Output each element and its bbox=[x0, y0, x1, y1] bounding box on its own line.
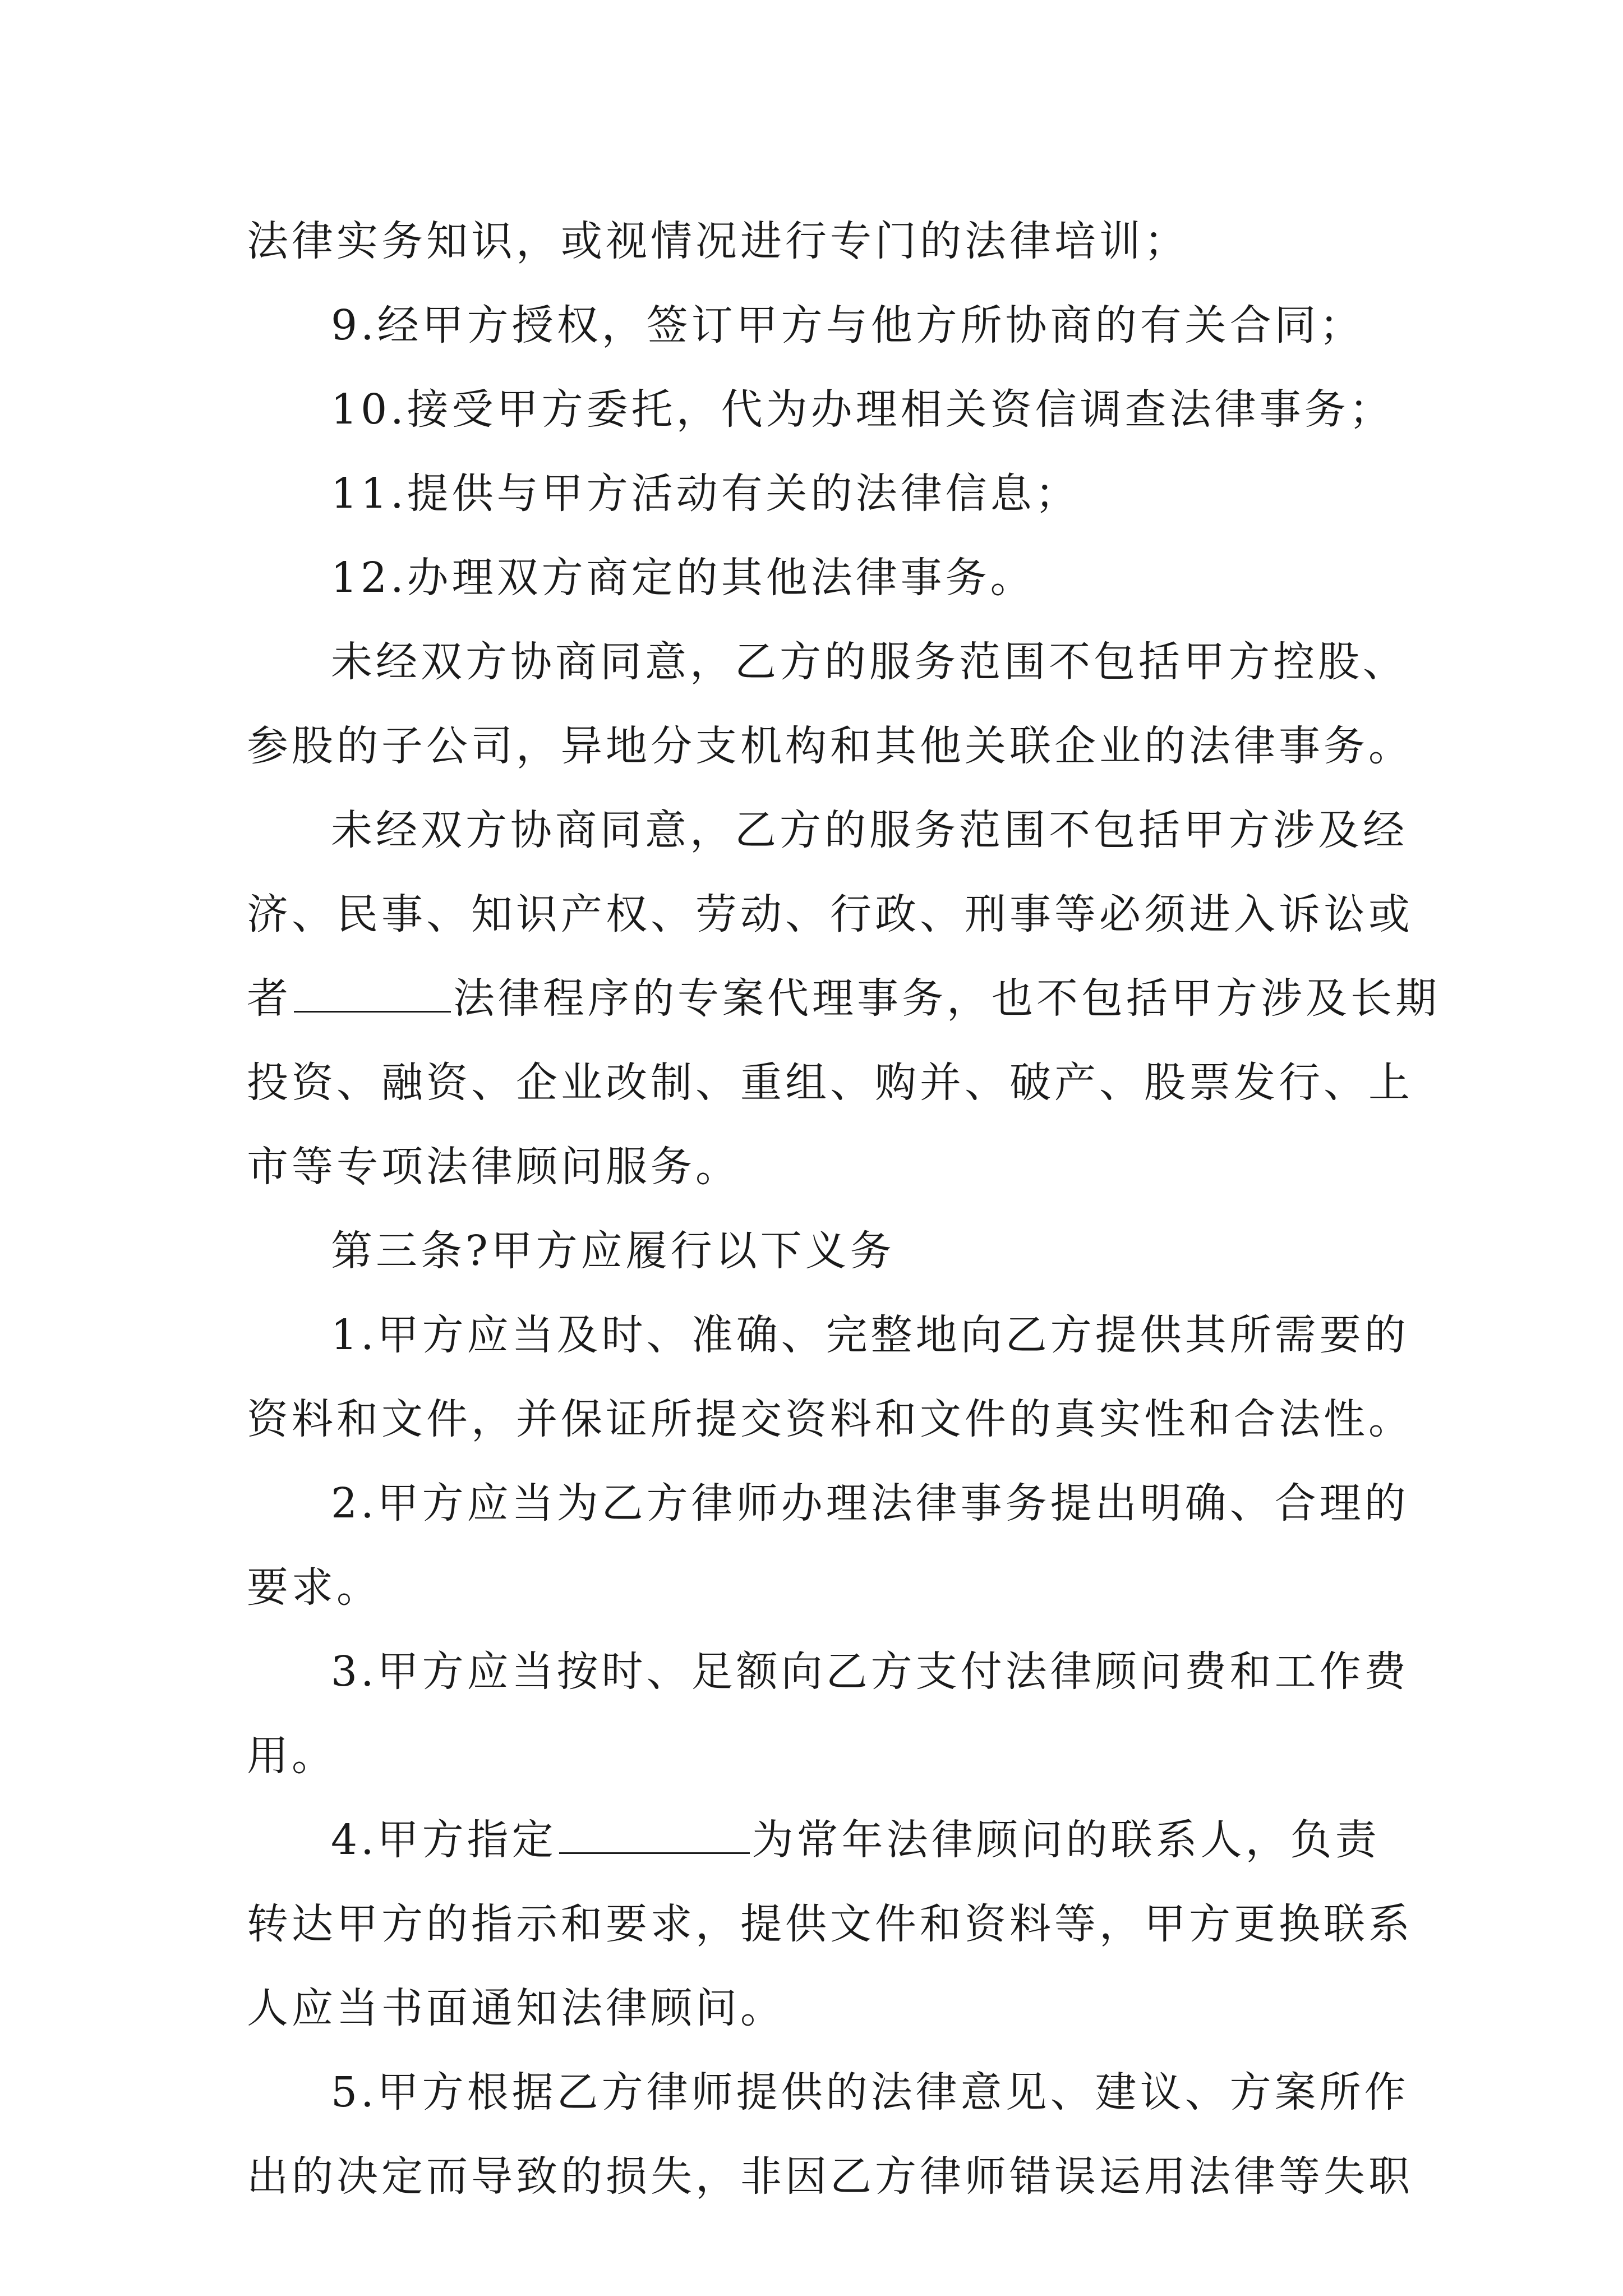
text-line: 转达甲方的指示和要求，提供文件和资料等，甲方更换联系 bbox=[247, 1900, 1413, 1948]
text-line: 人应当书面通知法律顾问。 bbox=[247, 1984, 785, 2032]
text-fragment: 法律程序的专案代理事务，也不包括甲方涉及长期 bbox=[453, 974, 1440, 1023]
text-fragment: 者 bbox=[247, 974, 292, 1023]
text-line: 济、民事、知识产权、劳动、行政、刑事等必须进入诉讼或 bbox=[247, 890, 1413, 938]
section-heading: 第三条?甲方应履行以下义务 bbox=[331, 1227, 895, 1275]
text-line: 11.提供与甲方活动有关的法律信息； bbox=[331, 470, 1080, 518]
text-line: 市等专项法律顾问服务。 bbox=[247, 1143, 740, 1191]
text-line: 10.接受甲方委托，代为办理相关资信调查法律事务； bbox=[331, 385, 1394, 434]
text-line: 用。 bbox=[247, 1732, 336, 1780]
text-line-with-blank bbox=[247, 1798, 1402, 1882]
text-line: 投资、融资、企业改制、重组、购并、破产、股票发行、上 bbox=[247, 1059, 1413, 1107]
text-line: 未经双方协商同意，乙方的服务范围不包括甲方控股、 bbox=[331, 638, 1408, 686]
text-fragment: 4.甲方指定 bbox=[331, 1816, 557, 1864]
text-line: 5.甲方根据乙方律师提供的法律意见、建议、方案所作 bbox=[331, 2068, 1409, 2116]
text-line: 出的决定而导致的损失，非因乙方律师错误运用法律等失职 bbox=[247, 2152, 1413, 2201]
text-line: 参股的子公司，异地分支机构和其他关联企业的法律事务。 bbox=[247, 722, 1413, 770]
text-line: 1.甲方应当及时、准确、完整地向乙方提供其所需要的 bbox=[331, 1311, 1409, 1359]
text-line: 未经双方协商同意，乙方的服务范围不包括甲方涉及经 bbox=[331, 806, 1408, 854]
fill-in-blank bbox=[559, 1813, 750, 1854]
text-line: 资料和文件，并保证所提交资料和文件的真实性和合法性。 bbox=[247, 1395, 1413, 1443]
text-line: 2.甲方应当为乙方律师办理法律事务提出明确、合理的 bbox=[331, 1479, 1409, 1527]
text-line: 要求。 bbox=[247, 1563, 381, 1612]
text-fragment: 为常年法律顾问的联系人，负责 bbox=[751, 1816, 1380, 1864]
text-line: 法律实务知识，或视情况进行专门的法律培训； bbox=[247, 217, 1189, 265]
text-line: 9.经甲方授权，签订甲方与他方所协商的有关合同； bbox=[331, 301, 1364, 349]
text-line-with-blank bbox=[247, 956, 1440, 1041]
text-line: 12.办理双方商定的其他法律事务。 bbox=[331, 554, 1035, 602]
document-body bbox=[247, 199, 1440, 2219]
fill-in-blank bbox=[294, 972, 451, 1013]
text-line: 3.甲方应当按时、足额向乙方支付法律顾问费和工作费 bbox=[331, 1648, 1409, 1696]
